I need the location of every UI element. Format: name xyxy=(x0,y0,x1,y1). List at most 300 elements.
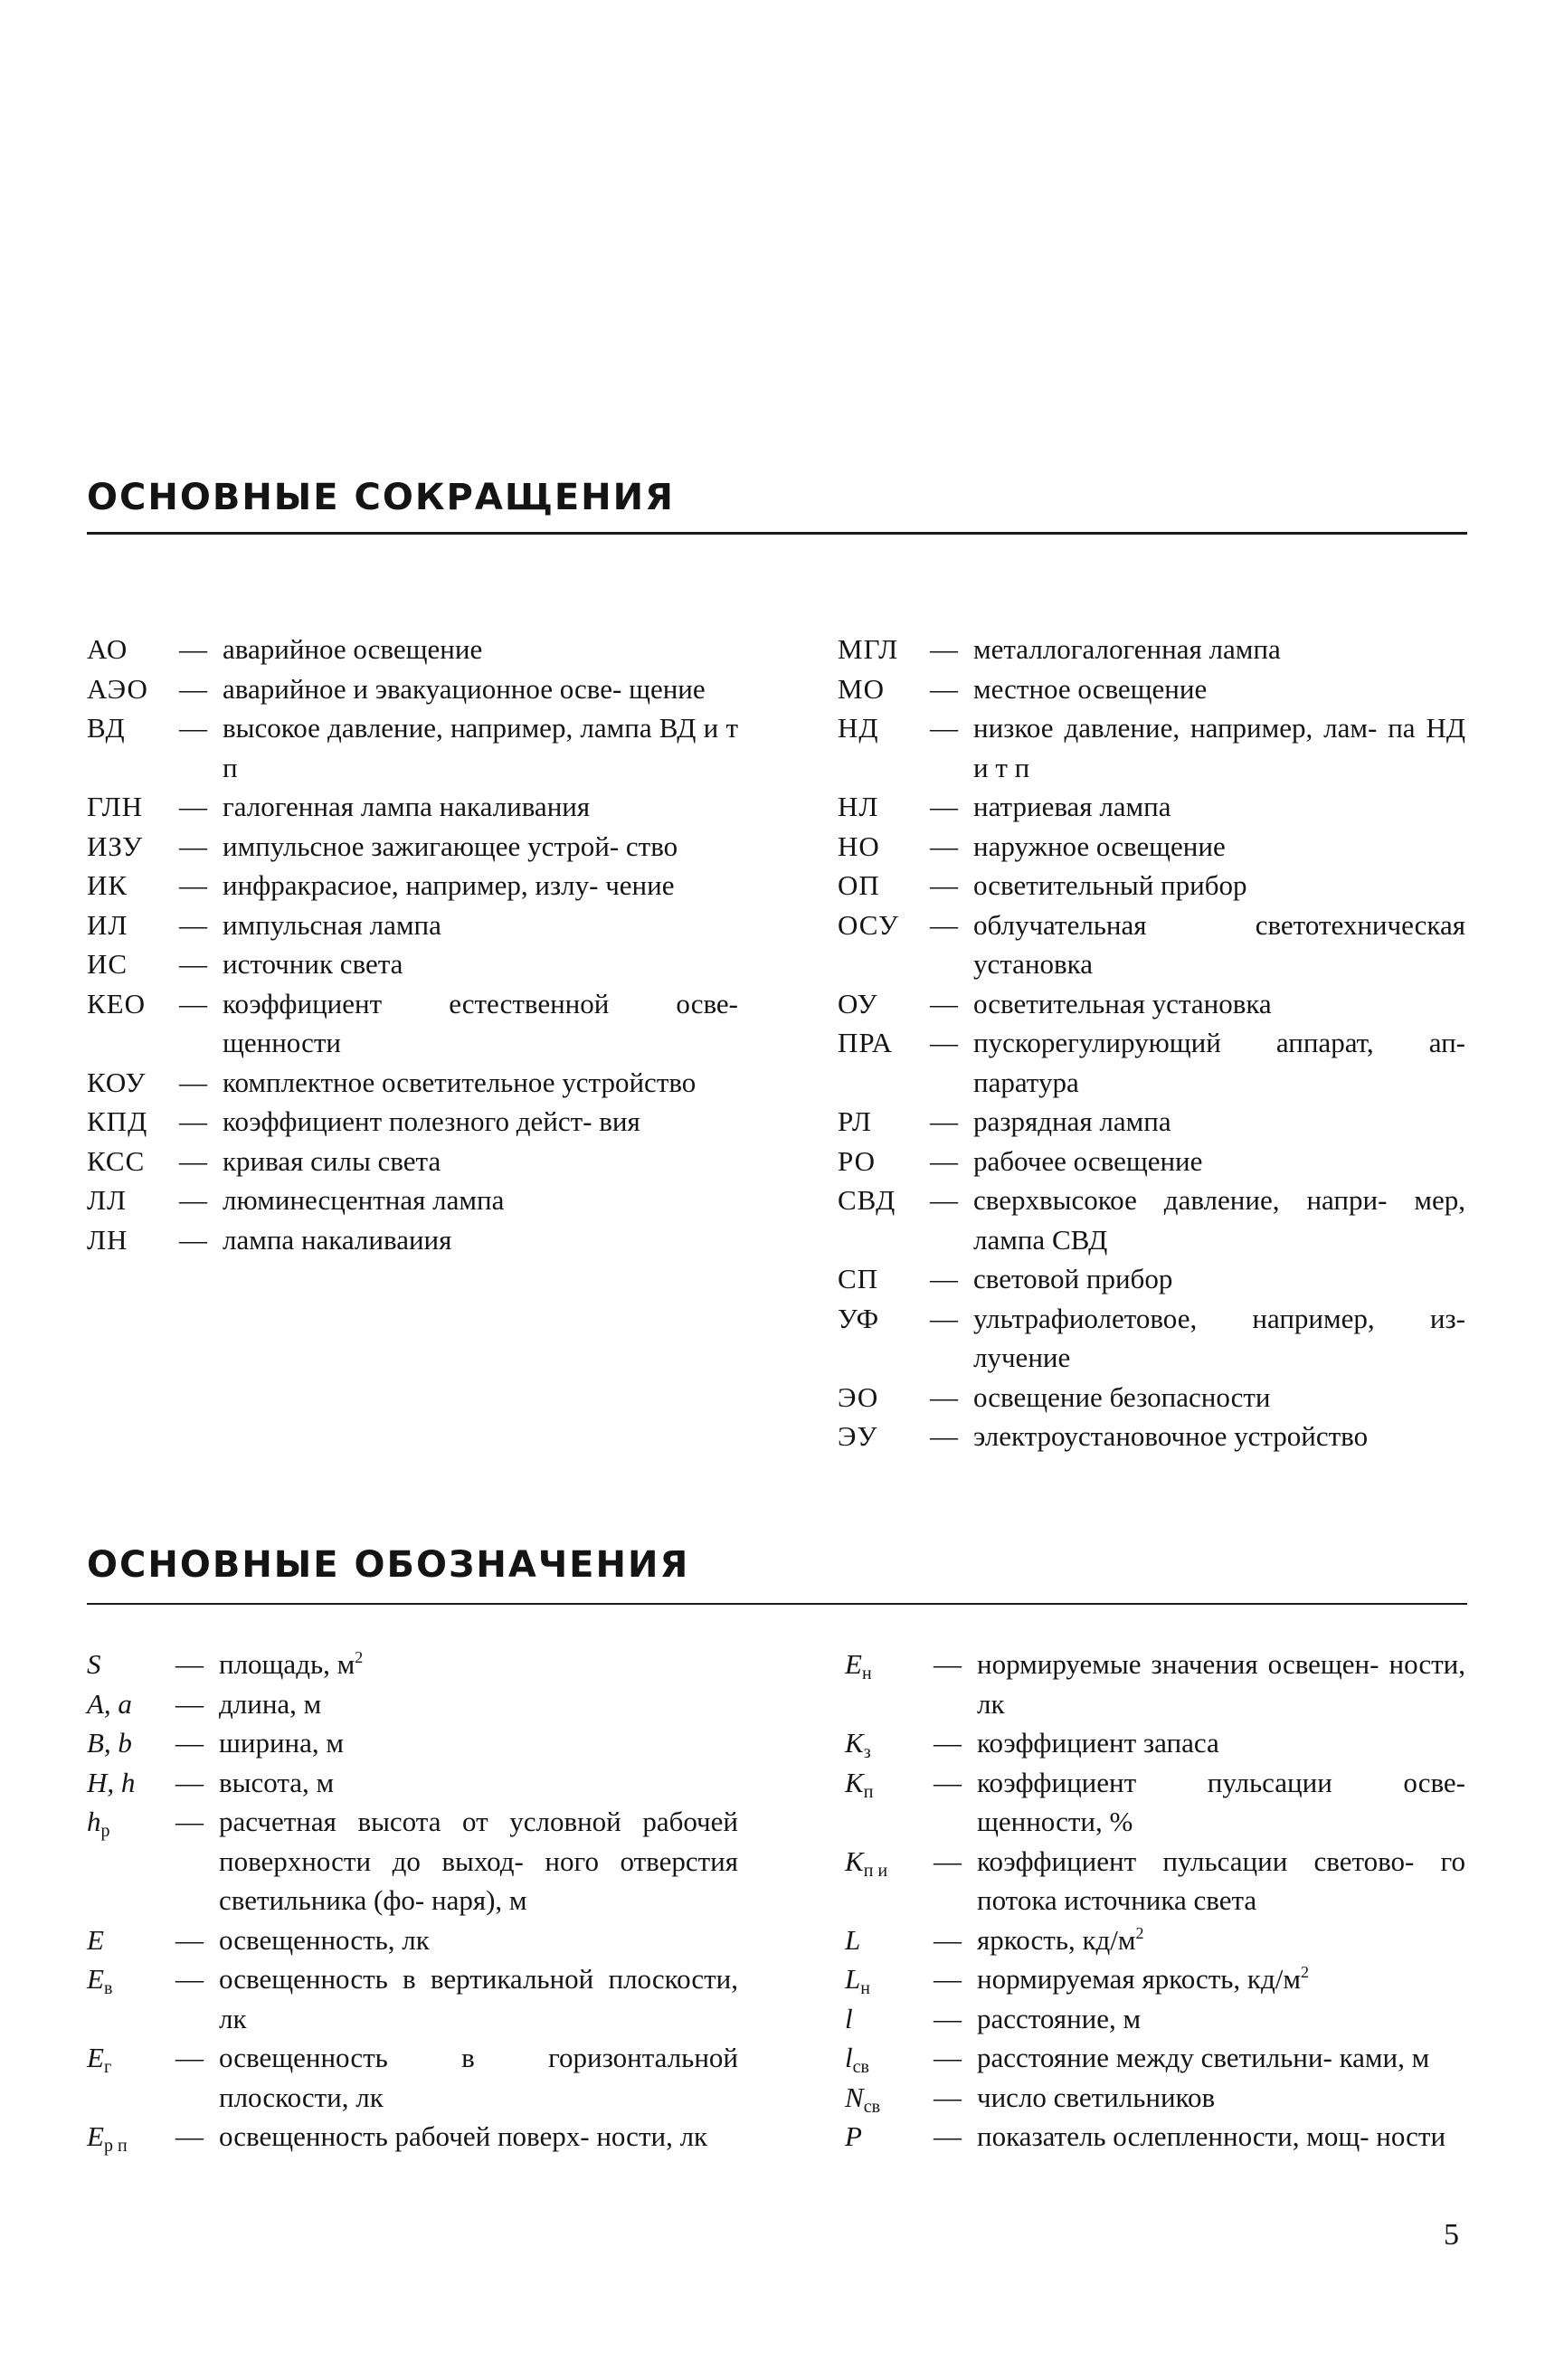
dash-separator: — xyxy=(930,712,958,744)
dash-separator: — xyxy=(179,987,207,1019)
symbol-term xyxy=(87,2117,175,2157)
abbreviation-entry xyxy=(838,1142,1465,1181)
term-text: E xyxy=(87,2120,104,2152)
symbol-term xyxy=(845,1959,934,1999)
dash-separator: — xyxy=(179,1223,207,1256)
term-text: l xyxy=(845,2042,853,2073)
symbol-term xyxy=(845,2038,934,2078)
dash-separator: — xyxy=(930,987,958,1019)
term-text: E xyxy=(845,1648,862,1680)
definition xyxy=(223,1142,738,1181)
definition-text: аварийное освещение xyxy=(223,633,483,665)
definition xyxy=(223,787,738,827)
definition-text: световой прибор xyxy=(973,1263,1173,1294)
definition-text: электроустановочное устройство xyxy=(973,1420,1369,1452)
term-text: E xyxy=(87,1963,104,1995)
term-text: l xyxy=(845,2002,853,2034)
definition xyxy=(219,1959,738,2038)
dash-separator: — xyxy=(179,672,207,705)
abbreviation-term xyxy=(838,827,930,867)
abbreviation-term xyxy=(87,1142,179,1181)
definition-text: люминесцентная лампа xyxy=(223,1184,505,1216)
abbreviation-entry xyxy=(838,1181,1465,1259)
term-text: СВД xyxy=(838,1184,896,1216)
dash-separator: — xyxy=(934,1963,962,1995)
abbreviations-title: ОСНОВНЫЕ СОКРАЩЕНИЯ xyxy=(87,477,675,518)
symbol-term xyxy=(845,2117,934,2157)
definition xyxy=(977,1645,1465,1723)
abbreviation-entry xyxy=(87,827,738,867)
term-text: ЭУ xyxy=(838,1420,878,1452)
term-text: ИС xyxy=(87,948,128,980)
definition-text: ультрафиолетовое, например, из- лучение xyxy=(973,1302,1465,1373)
term-text: РЛ xyxy=(838,1105,872,1137)
abbreviation-term xyxy=(87,1063,179,1103)
definition-superscript: 2 xyxy=(355,1648,364,1666)
dash-separator: — xyxy=(930,908,958,941)
abbreviation-entry xyxy=(838,1299,1465,1378)
dash-separator: — xyxy=(930,791,958,822)
term-text: L xyxy=(845,1963,861,1995)
dash-separator: — xyxy=(930,830,958,862)
definition-text: высота, м xyxy=(219,1766,335,1798)
abbreviations-rule xyxy=(87,532,1467,535)
symbol-entry xyxy=(845,2078,1465,2118)
dash-separator: — xyxy=(934,2042,962,2073)
definition xyxy=(973,1259,1465,1299)
definition-text: расстояние, м xyxy=(977,2002,1142,2034)
symbol-entry xyxy=(845,1842,1465,1920)
definition-text: освещенность, лк xyxy=(219,1923,430,1956)
term-text: КСС xyxy=(87,1144,146,1177)
abbreviation-term xyxy=(87,1220,179,1260)
definition xyxy=(973,906,1465,984)
symbol-entry xyxy=(87,1763,738,1803)
term-subscript: св xyxy=(852,2057,869,2077)
definition-text: коэффициент запаса xyxy=(977,1727,1219,1759)
dash-separator: — xyxy=(175,1727,204,1759)
definition xyxy=(219,1802,738,1920)
abbreviation-entry xyxy=(87,866,738,906)
dash-separator: — xyxy=(179,1066,207,1098)
dash-separator: — xyxy=(175,1648,204,1680)
definition xyxy=(973,1181,1465,1259)
abbreviation-entry xyxy=(838,827,1465,867)
term-text: ИК xyxy=(87,869,128,901)
abbreviation-entry xyxy=(87,1220,738,1260)
page-number: 5 xyxy=(1444,2218,1459,2252)
definition xyxy=(973,866,1465,906)
definition-text: освещенность в горизонтальной плоскости, лк xyxy=(219,2042,738,2113)
term-text: K xyxy=(845,1766,864,1798)
symbols-title: ОСНОВНЫЕ ОБОЗНАЧЕНИЯ xyxy=(87,1544,690,1586)
dash-separator: — xyxy=(930,1302,958,1334)
symbol-entry xyxy=(87,2038,738,2117)
abbreviation-term xyxy=(838,1181,930,1220)
definition-text: кривая силы света xyxy=(223,1144,441,1177)
term-text: КПД xyxy=(87,1105,148,1137)
definition-superscript: 2 xyxy=(1300,1963,1309,1981)
term-text: K xyxy=(845,1727,864,1759)
term-text: ВД xyxy=(87,712,126,744)
symbols-left-column xyxy=(87,1645,738,2157)
symbol-term xyxy=(845,1920,934,1960)
term-text: H, h xyxy=(87,1766,136,1798)
symbol-term xyxy=(87,2038,175,2078)
definition-text: аварийное и эвакуационное осве- щение xyxy=(223,672,706,705)
term-subscript: г xyxy=(103,2057,112,2077)
term-text: ЛН xyxy=(87,1223,128,1256)
term-text: КОУ xyxy=(87,1066,147,1098)
definition xyxy=(223,1102,738,1142)
term-text: P xyxy=(845,2120,862,2152)
definition-text: галогенная лампа накаливания xyxy=(223,791,591,822)
definition xyxy=(973,1299,1465,1378)
dash-separator: — xyxy=(930,1105,958,1137)
abbreviation-term xyxy=(87,984,179,1024)
definition-text: наружное освещение xyxy=(973,830,1226,862)
definition-text: освещенность рабочей поверх- ности, лк xyxy=(219,2120,708,2152)
abbreviation-term xyxy=(838,787,930,827)
symbols-rule xyxy=(87,1603,1467,1605)
symbol-entry xyxy=(845,1645,1465,1723)
symbol-term xyxy=(845,2078,934,2118)
symbol-entry xyxy=(845,1723,1465,1763)
dash-separator: — xyxy=(175,1687,204,1720)
dash-separator: — xyxy=(934,1766,962,1798)
abbreviation-entry xyxy=(87,984,738,1063)
symbol-entry xyxy=(845,1959,1465,1999)
abbreviation-entry xyxy=(838,906,1465,984)
definition-text: низкое давление, например, лам- па НД и т п xyxy=(973,712,1465,783)
term-text: S xyxy=(87,1648,101,1680)
definition xyxy=(223,1220,738,1260)
symbol-term xyxy=(87,1920,175,1960)
definition-text: осветительная установка xyxy=(973,987,1272,1019)
abbreviation-term xyxy=(838,669,930,709)
definition-text: освещение безопасности xyxy=(973,1380,1271,1413)
abbreviation-entry xyxy=(87,944,738,984)
abbreviation-term xyxy=(838,1102,930,1142)
abbreviation-entry xyxy=(838,1023,1465,1102)
definition-text: комплектное осветительное устройство xyxy=(223,1066,697,1098)
definition-text: пускорегулирующий аппарат, ап- паратура xyxy=(973,1027,1465,1098)
term-subscript: в xyxy=(103,1978,113,1998)
abbreviation-entry xyxy=(87,708,738,787)
abbreviation-entry xyxy=(838,1378,1465,1418)
dash-separator: — xyxy=(179,908,207,941)
definition xyxy=(223,708,738,787)
symbol-term xyxy=(87,1723,175,1763)
definition xyxy=(219,1763,738,1803)
abbreviation-term xyxy=(87,787,179,827)
definition-text: натриевая лампа xyxy=(973,791,1171,822)
term-text: ОСУ xyxy=(838,908,899,941)
abbreviation-entry xyxy=(87,1181,738,1220)
definition xyxy=(973,708,1465,787)
dash-separator: — xyxy=(930,633,958,665)
term-text: ПРА xyxy=(838,1027,894,1058)
abbreviation-term xyxy=(87,1102,179,1142)
abbreviations-left-column xyxy=(87,630,738,1259)
term-text: УФ xyxy=(838,1302,880,1334)
term-text: ИЗУ xyxy=(87,830,144,862)
symbol-term xyxy=(87,1645,175,1684)
abbreviation-term xyxy=(838,1259,930,1299)
abbreviation-term xyxy=(838,1299,930,1339)
dash-separator: — xyxy=(934,1923,962,1956)
term-text: E xyxy=(87,2042,104,2073)
dash-separator: — xyxy=(930,1027,958,1058)
definition-text: яркость, кд/м xyxy=(977,1923,1136,1956)
dash-separator: — xyxy=(934,2120,962,2152)
abbreviation-entry xyxy=(838,708,1465,787)
abbreviation-entry xyxy=(838,787,1465,827)
abbreviation-term xyxy=(838,866,930,906)
dash-separator: — xyxy=(175,1766,204,1798)
definition-text: расстояние между светильни- ками, м xyxy=(977,2042,1430,2073)
abbreviation-term xyxy=(87,906,179,945)
dash-separator: — xyxy=(179,948,207,980)
definition xyxy=(973,787,1465,827)
term-text: ИЛ xyxy=(87,908,128,941)
definition xyxy=(219,2038,738,2117)
abbreviation-entry xyxy=(87,669,738,709)
symbol-term xyxy=(845,1763,934,1803)
symbol-term xyxy=(845,1842,934,1882)
term-subscript: св xyxy=(863,2096,881,2117)
definition xyxy=(223,827,738,867)
term-text: B, b xyxy=(87,1727,132,1759)
definition-text: осветительный прибор xyxy=(973,869,1247,901)
dash-separator: — xyxy=(930,1263,958,1294)
abbreviation-entry xyxy=(87,787,738,827)
abbreviation-term xyxy=(87,827,179,867)
term-text: ГЛН xyxy=(87,791,144,822)
term-text: ЭО xyxy=(838,1380,879,1413)
abbreviation-entry xyxy=(87,1063,738,1103)
term-text: h xyxy=(87,1806,101,1837)
dash-separator: — xyxy=(934,2081,962,2113)
dash-separator: — xyxy=(930,1380,958,1413)
abbreviation-entry xyxy=(838,866,1465,906)
definition-text: рабочее освещение xyxy=(973,1144,1203,1177)
definition xyxy=(977,1723,1465,1763)
abbreviation-term xyxy=(87,1181,179,1220)
term-text: СП xyxy=(838,1263,879,1294)
definition-text: высокое давление, например, лампа ВД и т п xyxy=(223,712,738,783)
symbol-entry xyxy=(87,1920,738,1960)
symbol-entry xyxy=(845,2038,1465,2078)
dash-separator: — xyxy=(179,869,207,901)
definition-text: импульсное зажигающее устрой- ство xyxy=(223,830,678,862)
definition xyxy=(973,1102,1465,1142)
dash-separator: — xyxy=(934,1727,962,1759)
definition xyxy=(973,1378,1465,1418)
abbreviation-term xyxy=(838,1023,930,1063)
definition xyxy=(223,944,738,984)
dash-separator: — xyxy=(930,672,958,705)
definition-text: металлогалогенная лампа xyxy=(973,633,1281,665)
abbreviation-term xyxy=(838,906,930,945)
term-text: АЭО xyxy=(87,672,148,705)
definition-text: нормируемые значения освещен- ности, лк xyxy=(977,1648,1465,1720)
abbreviation-term xyxy=(87,944,179,984)
definition xyxy=(223,1181,738,1220)
symbol-entry xyxy=(87,1645,738,1684)
term-subscript: п xyxy=(863,1781,874,1802)
dash-separator: — xyxy=(930,869,958,901)
definition xyxy=(973,1417,1465,1456)
term-text: РО xyxy=(838,1144,877,1177)
definition xyxy=(223,906,738,945)
symbol-entry xyxy=(845,1763,1465,1842)
dash-separator: — xyxy=(179,791,207,822)
symbol-entry xyxy=(845,2117,1465,2157)
abbreviation-term xyxy=(838,984,930,1024)
symbols-right-column xyxy=(845,1645,1465,2157)
definition-text: импульсная лампа xyxy=(223,908,441,941)
symbol-term xyxy=(845,1723,934,1763)
definition-text: расчетная высота от условной рабочей поверхности до выход- ного отверстия светильника (фо- наря), м xyxy=(219,1806,738,1916)
definition-text: источник света xyxy=(223,948,403,980)
term-text: E xyxy=(87,1923,104,1956)
term-subscript: з xyxy=(863,1742,871,1762)
dash-separator: — xyxy=(930,1420,958,1452)
term-text: МГЛ xyxy=(838,633,899,665)
definition xyxy=(223,1063,738,1103)
symbol-term xyxy=(87,1684,175,1724)
definition-text: освещенность в вертикальной плоскости, лк xyxy=(219,1963,738,2034)
term-text: НД xyxy=(838,712,879,744)
symbol-entry xyxy=(87,2117,738,2157)
abbreviation-entry xyxy=(838,630,1465,669)
definition-text: показатель ослепленности, мощ- ности xyxy=(977,2120,1446,2152)
definition xyxy=(977,2117,1465,2157)
definition-text: коэффициент естественной осве- щенности xyxy=(223,987,738,1058)
definition xyxy=(219,1645,738,1684)
symbol-entry xyxy=(845,1999,1465,2039)
definition xyxy=(223,669,738,709)
definition xyxy=(977,1959,1465,1999)
definition xyxy=(973,827,1465,867)
definition-text: инфракрасиое, например, излу- чение xyxy=(223,869,675,901)
abbreviation-entry xyxy=(87,1102,738,1142)
definition-text: коэффициент пульсации светово- го потока источника света xyxy=(977,1844,1465,1916)
definition xyxy=(977,2078,1465,2118)
definition-text: число светильников xyxy=(977,2081,1216,2113)
abbreviation-entry xyxy=(838,1259,1465,1299)
symbol-term xyxy=(87,1959,175,1999)
definition xyxy=(219,1684,738,1724)
dash-separator: — xyxy=(934,1844,962,1877)
dash-separator: — xyxy=(179,1105,207,1137)
term-text: L xyxy=(845,1923,861,1956)
definition-text: разрядная лампа xyxy=(973,1105,1171,1137)
term-subscript: р xyxy=(100,1821,110,1841)
definition xyxy=(223,866,738,906)
definition xyxy=(223,984,738,1063)
abbreviation-term xyxy=(87,866,179,906)
definition xyxy=(977,1763,1465,1842)
abbreviation-term xyxy=(838,1417,930,1456)
dash-separator: — xyxy=(934,1648,962,1680)
definition xyxy=(223,630,738,669)
definition-text: местное освещение xyxy=(973,672,1208,705)
abbreviations-right-column xyxy=(838,630,1465,1456)
definition xyxy=(219,2117,738,2157)
definition-text: длина, м xyxy=(219,1687,322,1720)
symbol-term xyxy=(87,1802,175,1842)
term-text: A, a xyxy=(87,1687,132,1720)
dash-separator: — xyxy=(930,1184,958,1216)
symbol-entry xyxy=(87,1723,738,1763)
definition-text: коэффициент полезного дейст- вия xyxy=(223,1105,640,1137)
abbreviation-entry xyxy=(87,630,738,669)
definition xyxy=(977,2038,1465,2078)
term-text: НО xyxy=(838,830,880,862)
abbreviation-entry xyxy=(838,984,1465,1024)
term-text: ОУ xyxy=(838,987,878,1019)
dash-separator: — xyxy=(179,830,207,862)
dash-separator: — xyxy=(179,633,207,665)
abbreviation-term xyxy=(87,669,179,709)
term-subscript: н xyxy=(860,1978,870,1998)
definition xyxy=(219,1723,738,1763)
dash-separator: — xyxy=(175,2120,204,2152)
dash-separator: — xyxy=(934,2002,962,2034)
term-text: АО xyxy=(87,633,128,665)
term-text: НЛ xyxy=(838,791,879,822)
term-text: K xyxy=(845,1844,864,1877)
abbreviation-entry xyxy=(838,1102,1465,1142)
symbol-term xyxy=(87,1763,175,1803)
definition-text: сверхвысокое давление, напри- мер, лампа СВД xyxy=(973,1184,1465,1256)
dash-separator: — xyxy=(930,1144,958,1177)
term-text: КЕО xyxy=(87,987,146,1019)
definition-text: коэффициент пульсации осве- щенности, % xyxy=(977,1766,1465,1837)
abbreviation-term xyxy=(838,1142,930,1181)
symbol-entry xyxy=(87,1684,738,1724)
term-subscript: р п xyxy=(103,2136,128,2156)
dash-separator: — xyxy=(175,1806,204,1837)
symbol-term xyxy=(845,1645,934,1684)
definition xyxy=(977,1842,1465,1920)
term-text: ОП xyxy=(838,869,880,901)
definition xyxy=(977,1999,1465,2039)
definition xyxy=(973,1142,1465,1181)
definition-superscript: 2 xyxy=(1135,1923,1144,1942)
dash-separator: — xyxy=(179,1144,207,1177)
definition xyxy=(973,1023,1465,1102)
definition-text: лампа накаливаиия xyxy=(223,1223,452,1256)
symbol-term xyxy=(845,1999,934,2039)
term-subscript: н xyxy=(861,1664,872,1683)
abbreviation-entry xyxy=(87,1142,738,1181)
abbreviation-term xyxy=(838,630,930,669)
abbreviation-term xyxy=(87,708,179,748)
dash-separator: — xyxy=(179,712,207,744)
symbol-entry xyxy=(87,1802,738,1920)
definition xyxy=(977,1920,1465,1960)
dash-separator: — xyxy=(175,1923,204,1956)
definition-text: облучательная светотехническая установка xyxy=(973,908,1465,980)
dash-separator: — xyxy=(175,2042,204,2073)
dash-separator: — xyxy=(179,1184,207,1216)
dash-separator: — xyxy=(175,1963,204,1995)
term-text: ЛЛ xyxy=(87,1184,128,1216)
definition xyxy=(973,984,1465,1024)
